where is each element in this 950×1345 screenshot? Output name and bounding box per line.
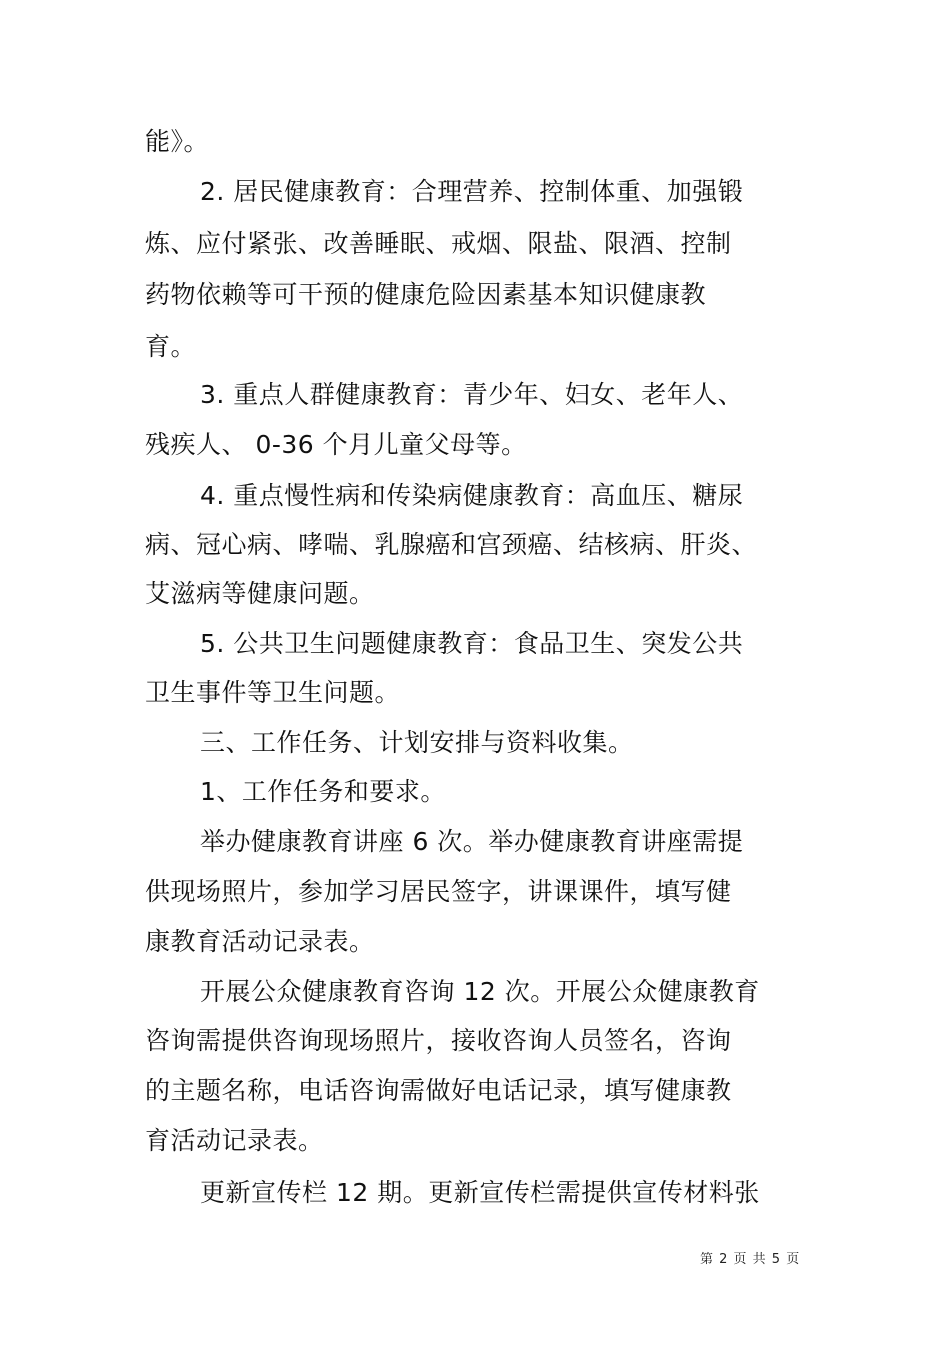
text-line: 的主题名称，电话咨询需做好电话记录，填写健康教 bbox=[145, 1076, 732, 1105]
text-line: 卫生事件等卫生问题。 bbox=[145, 678, 401, 707]
page-number: 第 2 页 共 5 页 bbox=[700, 1252, 801, 1267]
text-line: 3. 重点人群健康教育：青少年、妇女、老年人、 bbox=[200, 380, 744, 409]
text-line: 康教育活动记录表。 bbox=[145, 927, 375, 956]
text-line: 2. 居民健康教育：合理营养、控制体重、加强锻 bbox=[200, 177, 744, 206]
text-line: 4. 重点慢性病和传染病健康教育：高血压、糖尿 bbox=[200, 481, 744, 510]
text-line: 能》。 bbox=[145, 127, 210, 156]
text-line: 举办健康教育讲座 6 次。举办健康教育讲座需提 bbox=[200, 827, 744, 856]
text-line: 药物依赖等可干预的健康危险因素基本知识健康教 bbox=[145, 280, 707, 309]
text-line: 开展公众健康教育咨询 12 次。开展公众健康教育 bbox=[200, 977, 760, 1006]
text-line: 更新宣传栏 12 期。更新宣传栏需提供宣传材料张 bbox=[200, 1178, 760, 1207]
text-line: 咨询需提供咨询现场照片，接收咨询人员签名，咨询 bbox=[145, 1026, 732, 1055]
text-line: 育。 bbox=[145, 332, 197, 361]
subsection-heading: 1、工作任务和要求。 bbox=[200, 777, 446, 806]
text-line: 艾滋病等健康问题。 bbox=[145, 579, 375, 608]
section-heading: 三、工作任务、计划安排与资料收集。 bbox=[200, 728, 634, 757]
text-line: 5. 公共卫生问题健康教育：食品卫生、突发公共 bbox=[200, 629, 744, 658]
text-line: 炼、应付紧张、改善睡眠、戒烟、限盐、限酒、控制 bbox=[145, 229, 732, 258]
text-line: 育活动记录表。 bbox=[145, 1126, 324, 1155]
text-line: 供现场照片，参加学习居民签字，讲课课件，填写健 bbox=[145, 877, 732, 906]
text-line: 病、冠心病、哮喘、乳腺癌和宫颈癌、结核病、肝炎、 bbox=[145, 530, 758, 559]
text-line: 残疾人、 0-36 个月儿童父母等。 bbox=[145, 430, 527, 459]
